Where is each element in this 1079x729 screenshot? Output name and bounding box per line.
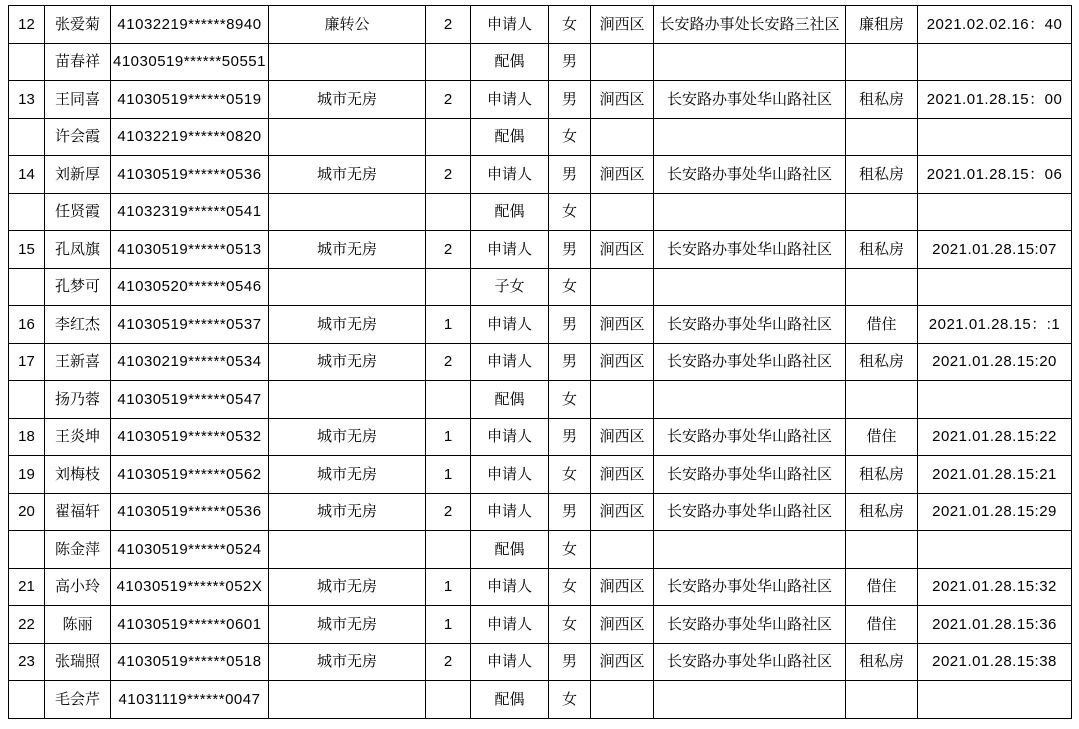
cell-name: 孔凤旗 [45,231,111,269]
cell-seq-number [9,43,45,81]
cell-district [591,43,654,81]
cell-id-number: 41030519******0519 [111,81,269,119]
cell-apply-time [918,681,1072,719]
cell-id-number: 41030519******0524 [111,531,269,569]
cell-name: 孔梦可 [45,268,111,306]
table-row [9,193,1072,231]
cell-seq-number [9,118,45,156]
cell-name: 王炎坤 [45,418,111,456]
cell-id-number: 41030519******0536 [111,493,269,531]
cell-id-number: 41030520******0546 [111,268,269,306]
cell-district: 涧西区 [591,493,654,531]
cell-name: 陈丽 [45,606,111,644]
cell-family-count [426,268,471,306]
cell-family-count: 2 [426,81,471,119]
cell-community [654,268,846,306]
cell-family-count [426,118,471,156]
cell-apply-time: 2021.01.28.15:07 [918,231,1072,269]
cell-id-number: 41030219******0534 [111,343,269,381]
cell-apply-type [269,381,426,419]
cell-role: 子女 [471,268,549,306]
cell-seq-number [9,193,45,231]
cell-district: 涧西区 [591,418,654,456]
cell-seq-number: 22 [9,606,45,644]
cell-community: 长安路办事处华山路社区 [654,643,846,681]
cell-id-number: 41032219******8940 [111,6,269,44]
cell-apply-type [269,43,426,81]
cell-family-count: 1 [426,606,471,644]
cell-role: 配偶 [471,43,549,81]
cell-family-count: 1 [426,568,471,606]
cell-district: 涧西区 [591,231,654,269]
cell-name: 王同喜 [45,81,111,119]
cell-gender: 男 [549,493,591,531]
cell-district: 涧西区 [591,156,654,194]
cell-id-number: 41030519******0547 [111,381,269,419]
table-row [9,118,1072,156]
cell-role: 申请人 [471,643,549,681]
cell-apply-type: 城市无房 [269,456,426,494]
cell-gender: 男 [549,306,591,344]
cell-apply-type: 城市无房 [269,81,426,119]
cell-id-number: 41032219******0820 [111,118,269,156]
cell-name: 任贤霞 [45,193,111,231]
cell-gender: 女 [549,268,591,306]
cell-apply-time [918,268,1072,306]
cell-role: 配偶 [471,681,549,719]
cell-apply-type: 城市无房 [269,343,426,381]
cell-apply-type [269,118,426,156]
cell-gender: 女 [549,6,591,44]
cell-role: 申请人 [471,606,549,644]
cell-apply-type: 城市无房 [269,306,426,344]
cell-district: 涧西区 [591,568,654,606]
cell-family-count [426,531,471,569]
cell-gender: 女 [549,193,591,231]
table-row [9,418,1072,456]
table-row [9,268,1072,306]
cell-apply-time: 2021.02.02.16：40 [918,6,1072,44]
cell-apply-time: 2021.01.28.15：00 [918,81,1072,119]
cell-apply-time [918,531,1072,569]
cell-apply-type: 城市无房 [269,493,426,531]
cell-apply-type: 城市无房 [269,231,426,269]
table-body [9,6,1072,719]
cell-family-count: 2 [426,343,471,381]
cell-apply-time: 2021.01.28.15:29 [918,493,1072,531]
cell-housing-status: 租私房 [846,231,918,269]
cell-community [654,118,846,156]
cell-gender: 男 [549,231,591,269]
table-row [9,231,1072,269]
cell-district: 涧西区 [591,643,654,681]
cell-family-count: 2 [426,643,471,681]
table-row [9,81,1072,119]
cell-community: 长安路办事处华山路社区 [654,306,846,344]
cell-role: 申请人 [471,418,549,456]
cell-seq-number: 14 [9,156,45,194]
cell-community: 长安路办事处华山路社区 [654,606,846,644]
cell-name: 许会霞 [45,118,111,156]
cell-gender: 女 [549,606,591,644]
cell-seq-number: 16 [9,306,45,344]
cell-housing-status: 租私房 [846,81,918,119]
cell-name: 刘梅枝 [45,456,111,494]
cell-gender: 女 [549,681,591,719]
cell-seq-number [9,381,45,419]
cell-id-number: 41030519******50551 [111,43,269,81]
cell-role: 申请人 [471,156,549,194]
cell-family-count: 1 [426,306,471,344]
cell-id-number: 41030519******0601 [111,606,269,644]
cell-community [654,531,846,569]
cell-community: 长安路办事处华山路社区 [654,418,846,456]
table-row [9,531,1072,569]
cell-district: 涧西区 [591,81,654,119]
cell-name: 李红杰 [45,306,111,344]
cell-apply-type: 城市无房 [269,156,426,194]
cell-family-count: 2 [426,493,471,531]
cell-role: 申请人 [471,6,549,44]
cell-apply-time: 2021.01.28.15：06 [918,156,1072,194]
cell-gender: 女 [549,568,591,606]
cell-id-number: 41030519******0536 [111,156,269,194]
table-row [9,681,1072,719]
cell-district [591,193,654,231]
cell-gender: 女 [549,456,591,494]
cell-family-count: 1 [426,418,471,456]
cell-gender: 男 [549,418,591,456]
cell-apply-type: 城市无房 [269,606,426,644]
cell-district [591,268,654,306]
cell-name: 扬乃蓉 [45,381,111,419]
cell-name: 翟福轩 [45,493,111,531]
cell-name: 苗春祥 [45,43,111,81]
table-row [9,156,1072,194]
cell-name: 张瑞照 [45,643,111,681]
cell-family-count [426,681,471,719]
cell-apply-type: 城市无房 [269,418,426,456]
cell-seq-number: 21 [9,568,45,606]
cell-community: 长安路办事处华山路社区 [654,156,846,194]
cell-name: 王新喜 [45,343,111,381]
cell-gender: 女 [549,531,591,569]
cell-housing-status [846,268,918,306]
cell-role: 申请人 [471,81,549,119]
table-row [9,456,1072,494]
cell-housing-status: 租私房 [846,643,918,681]
cell-id-number: 41031119******0047 [111,681,269,719]
cell-family-count: 2 [426,231,471,269]
cell-housing-status [846,43,918,81]
cell-community: 长安路办事处华山路社区 [654,81,846,119]
cell-district [591,118,654,156]
cell-housing-status: 借住 [846,418,918,456]
cell-id-number: 41030519******052X [111,568,269,606]
cell-family-count [426,381,471,419]
table-row [9,568,1072,606]
cell-apply-time: 2021.01.28.15:38 [918,643,1072,681]
cell-role: 申请人 [471,456,549,494]
cell-gender: 男 [549,643,591,681]
cell-seq-number: 13 [9,81,45,119]
table-row [9,306,1072,344]
cell-housing-status [846,118,918,156]
cell-gender: 女 [549,381,591,419]
cell-name: 陈金萍 [45,531,111,569]
table-row [9,643,1072,681]
cell-id-number: 41030519******0532 [111,418,269,456]
cell-id-number: 41030519******0513 [111,231,269,269]
cell-role: 配偶 [471,193,549,231]
cell-community [654,43,846,81]
cell-community: 长安路办事处华山路社区 [654,456,846,494]
cell-apply-time: 2021.01.28.15:36 [918,606,1072,644]
cell-name: 张爱菊 [45,6,111,44]
cell-housing-status: 租私房 [846,493,918,531]
cell-id-number: 41030519******0518 [111,643,269,681]
cell-role: 申请人 [471,343,549,381]
cell-housing-status: 租私房 [846,156,918,194]
cell-apply-time [918,43,1072,81]
cell-community: 长安路办事处华山路社区 [654,343,846,381]
cell-name: 刘新厚 [45,156,111,194]
cell-community: 长安路办事处华山路社区 [654,568,846,606]
cell-housing-status: 租私房 [846,456,918,494]
cell-community [654,193,846,231]
cell-gender: 男 [549,156,591,194]
cell-role: 配偶 [471,531,549,569]
cell-district [591,531,654,569]
cell-seq-number: 20 [9,493,45,531]
table-row [9,493,1072,531]
cell-apply-time: 2021.01.28.15：:1 [918,306,1072,344]
cell-housing-status: 借住 [846,568,918,606]
cell-housing-status: 廉租房 [846,6,918,44]
cell-name: 毛会芹 [45,681,111,719]
cell-housing-status: 借住 [846,306,918,344]
cell-apply-time [918,193,1072,231]
table-row [9,381,1072,419]
table-row [9,343,1072,381]
cell-district: 涧西区 [591,456,654,494]
cell-apply-time: 2021.01.28.15:22 [918,418,1072,456]
cell-apply-time: 2021.01.28.15:20 [918,343,1072,381]
cell-apply-time: 2021.01.28.15:32 [918,568,1072,606]
cell-gender: 男 [549,81,591,119]
cell-apply-type [269,268,426,306]
cell-family-count [426,43,471,81]
cell-community [654,681,846,719]
cell-gender: 男 [549,43,591,81]
cell-community: 长安路办事处长安路三社区 [654,6,846,44]
cell-role: 申请人 [471,306,549,344]
cell-id-number: 41032319******0541 [111,193,269,231]
table-row [9,43,1072,81]
cell-district: 涧西区 [591,6,654,44]
cell-role: 配偶 [471,381,549,419]
cell-seq-number: 12 [9,6,45,44]
cell-apply-type [269,531,426,569]
cell-housing-status: 借住 [846,606,918,644]
cell-seq-number: 15 [9,231,45,269]
housing-applicants-table [8,5,1072,719]
cell-role: 申请人 [471,493,549,531]
cell-role: 配偶 [471,118,549,156]
cell-id-number: 41030519******0537 [111,306,269,344]
cell-seq-number [9,531,45,569]
cell-apply-time [918,381,1072,419]
cell-housing-status [846,193,918,231]
cell-family-count: 2 [426,6,471,44]
cell-name: 高小玲 [45,568,111,606]
cell-housing-status [846,681,918,719]
cell-apply-time: 2021.01.28.15:21 [918,456,1072,494]
cell-id-number: 41030519******0562 [111,456,269,494]
cell-district: 涧西区 [591,343,654,381]
cell-gender: 男 [549,343,591,381]
cell-community [654,381,846,419]
cell-housing-status: 租私房 [846,343,918,381]
cell-seq-number [9,681,45,719]
cell-apply-type: 廉转公 [269,6,426,44]
cell-seq-number: 17 [9,343,45,381]
cell-apply-type: 城市无房 [269,568,426,606]
cell-district: 涧西区 [591,306,654,344]
cell-district [591,681,654,719]
cell-seq-number: 18 [9,418,45,456]
cell-family-count: 1 [426,456,471,494]
cell-apply-type [269,681,426,719]
cell-seq-number [9,268,45,306]
cell-apply-time [918,118,1072,156]
cell-housing-status [846,381,918,419]
cell-district [591,381,654,419]
table-row [9,606,1072,644]
cell-apply-type: 城市无房 [269,643,426,681]
cell-family-count: 2 [426,156,471,194]
cell-seq-number: 23 [9,643,45,681]
cell-housing-status [846,531,918,569]
cell-gender: 女 [549,118,591,156]
table-row [9,6,1072,44]
cell-role: 申请人 [471,568,549,606]
cell-seq-number: 19 [9,456,45,494]
cell-apply-type [269,193,426,231]
cell-district: 涧西区 [591,606,654,644]
cell-community: 长安路办事处华山路社区 [654,231,846,269]
cell-family-count [426,193,471,231]
cell-community: 长安路办事处华山路社区 [654,493,846,531]
cell-role: 申请人 [471,231,549,269]
